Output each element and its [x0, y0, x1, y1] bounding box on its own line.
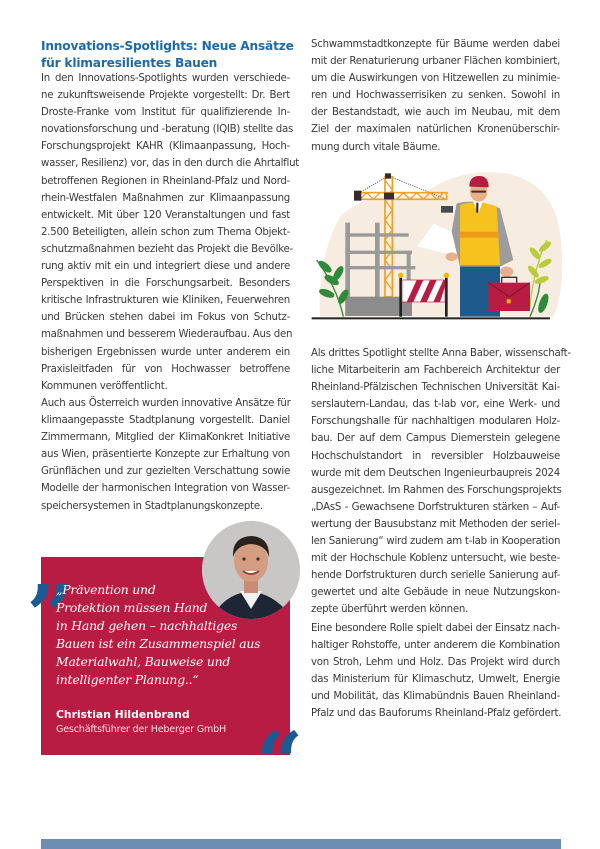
- quote-author-role: Geschäftsführer der Heberger GmbH: [56, 724, 227, 735]
- text-line: bau. Der auf dem Campus Diemerstein gelegene: [311, 433, 560, 445]
- text-line: gewertet und alte Gebäude in neue Nutzungskon-: [311, 587, 560, 599]
- text-line: maßnahmen und besserem Wiederaufbau. Aus den: [41, 329, 293, 341]
- text-line: Hochschulstandort in reversibler Holzbauweise: [311, 450, 560, 462]
- text-line: Forschungshalle für nachhaltigen modularen Holz-: [311, 416, 560, 428]
- text-line: Protektion müssen Hand: [56, 600, 208, 616]
- text-line: serslautern-Landau, das t-lab vor, eine Werk- und: [311, 399, 560, 411]
- text-line: kritische Infrastrukturen wie Kliniken, Feuerwehren: [41, 295, 290, 307]
- text-line: Pfalz und das Bauforums Rheinland-Pfalz gefördert.: [311, 708, 562, 720]
- text-line: speichersystemen in Stadtplanungskonzepte.: [41, 500, 263, 512]
- text-line: novationsforschung und -beratung (IQIB) stellte das: [41, 124, 294, 136]
- text-line: betroffenen Regionen in Rheinland-Pfalz und Nord-: [41, 175, 290, 187]
- text-line: Modelle der harmonischen Integration von Wasser-: [41, 483, 290, 495]
- heading-line: Innovations-Spotlights: Neue Ansätze: [41, 39, 294, 53]
- text-line: bisherigen Ergebnissen wurde unter anderem ein: [41, 346, 290, 358]
- text-line: von Stroh, Lehm und Holz. Das Projekt wird durch: [311, 657, 560, 669]
- text-line: wurde mit dem Deutschen Ingenieurbaupreis 2024: [311, 467, 560, 479]
- text-line: Materialwahl, Bauweise und: [56, 654, 231, 670]
- text-line: der Bestandstadt, wie auch im Neubau, mit dem: [311, 107, 560, 119]
- text-line: hende Dorfstrukturen durch serielle Sanierung auf-: [311, 570, 560, 582]
- text-line: liche Mitarbeiterin am Fachbereich Architektur der: [311, 365, 560, 377]
- text-line: mung durch vitale Bäume.: [311, 141, 441, 153]
- text-line: wasser, Resilienz) vor, das in den durch die Ahrtalflut: [41, 158, 300, 170]
- text-line: ren und Hochwasserrisiken zu senken. Sowohl in: [311, 90, 560, 102]
- text-line: Rheinland-Pfälzischen Technischen Universität Kai-: [311, 382, 560, 394]
- ground-line: [312, 317, 550, 319]
- text-line: um die Auswirkungen von Hitzewellen zu minimie-: [311, 73, 560, 85]
- close-quote-mark: “: [256, 715, 304, 811]
- left-paragraph-1: [41, 70, 300, 395]
- text-line: Forschungsprojekt KAHR (Klimaanpassung, Hoch-: [41, 141, 290, 153]
- text-line: In den Innovations-Spotlights wurden verschiede-: [41, 73, 290, 84]
- right-paragraph-3: [311, 620, 560, 723]
- text-line: „DAsS - Gewachsene Dorfstrukturen stärken – Auf-: [311, 501, 560, 513]
- text-line: mit der Hochschule Koblenz untersucht, wie beste-: [311, 553, 560, 565]
- text-line: wertung der Bausubstanz mit Methoden der seriel-: [311, 518, 560, 530]
- text-line: Schwammstadtkonzepte für Bäume werden dabei: [311, 39, 560, 50]
- text-line: klimaangepasste Stadtplanung vorgestellt. Daniel: [41, 415, 290, 427]
- text-line: rung aktiv mit ein und integriert diese und andere: [41, 261, 290, 273]
- open-quote-mark: „: [28, 521, 76, 617]
- text-line: und Mobilität, das Klimabündnis Bauen Rheinland-: [311, 691, 560, 703]
- text-line: Perspektiven in die Forschungsarbeit. Besonders: [41, 278, 290, 290]
- text-line: Droste-Franke vom Institut für qualifizierende In-: [41, 107, 290, 119]
- text-line: Auch aus Österreich wurden innovative Ansätze für: [41, 398, 291, 409]
- text-line: intelligenter Planung..“: [56, 672, 199, 688]
- text-line: Eine besondere Rolle spielt dabei der Einsatz nach-: [311, 623, 560, 634]
- text-line: zepte überführt werden können.: [311, 604, 469, 616]
- text-line: Praxisleitfaden für von Hochwasser betroffene: [41, 363, 290, 375]
- text-line: Als drittes Spotlight stellte Anna Baber, wissenschaft-: [311, 348, 571, 359]
- right-paragraph-2: [311, 345, 571, 619]
- right-paragraph-1: [311, 36, 560, 156]
- footer-bar: [41, 839, 561, 849]
- text-line: Ziel der maximalen natürlichen Kronenüberschir-: [311, 124, 560, 136]
- text-line: in Hand gehen – nachhaltiges: [56, 618, 238, 634]
- construction-illustration: [300, 160, 570, 335]
- text-line: Bauen ist ein Zusammenspiel aus: [56, 636, 261, 652]
- left-paragraph-2: [41, 395, 290, 515]
- text-line: Grünflächen und zur gezielten Verschattung sowie: [41, 466, 290, 478]
- text-line: „Prävention und: [56, 582, 156, 597]
- author-photo: [202, 521, 300, 619]
- text-line: Zimmermann, Mitglied der KlimaKonkret Initiative: [41, 432, 290, 444]
- text-line: entwickelt. Mit über 120 Veranstaltungen und fast: [41, 209, 290, 221]
- text-line: mit der Renaturierung urbaner Flächen kombiniert,: [311, 56, 560, 68]
- quote-author-name: Christian Hildenbrand: [56, 708, 190, 721]
- text-line: ausgezeichnet. Im Rahmen des Forschungsprojekts: [311, 484, 562, 496]
- heading-line: für klimaresilientes Bauen: [41, 56, 218, 70]
- text-line: haltiger Rohstoffe, unter anderem die Kombination: [311, 640, 560, 652]
- text-line: aus Wien, präsentierte Konzepte zur Erhaltung von: [41, 449, 290, 461]
- text-line: 2.500 Beteiligten, allein schon zum Thema Objekt-: [41, 226, 290, 238]
- text-line: Kommunen veröffentlicht.: [41, 380, 168, 392]
- text-line: das Ministerium für Klimaschutz, Umwelt, Energie: [311, 674, 560, 686]
- text-line: rhein-Westfalen Maßnahmen zur Klimaanpassung: [41, 192, 290, 204]
- section-heading: [41, 38, 301, 72]
- text-line: ne zukunftsweisende Projekte vorgestellt: Dr. Bert: [41, 90, 290, 102]
- text-line: schutzmaßnahmen bezieht das Projekt die Bevölke-: [41, 243, 293, 255]
- text-line: len Sanierung“ wird zudem am t-lab in Kooperation: [311, 536, 561, 548]
- text-line: und Brücken stehen dabei im Fokus von Schutz-: [41, 312, 290, 324]
